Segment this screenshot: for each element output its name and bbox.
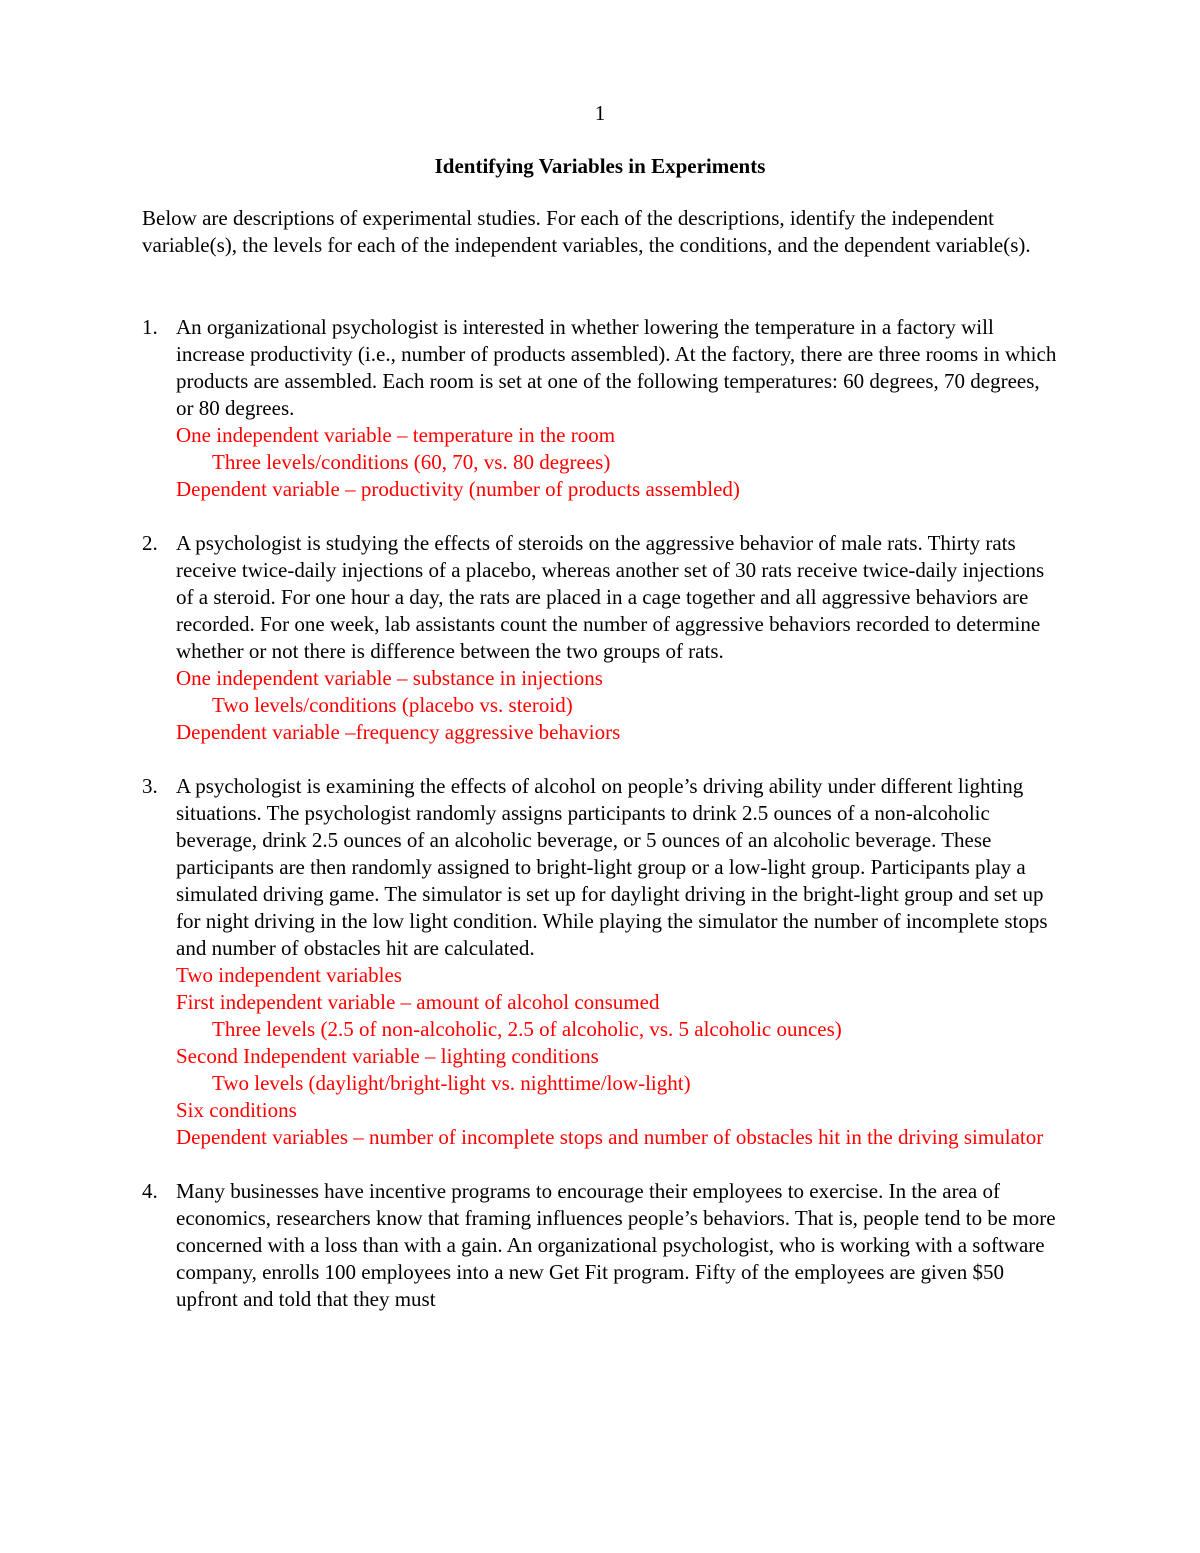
answer-line: Dependent variable – productivity (number of products assembled)	[176, 477, 740, 501]
answer-line: Six conditions	[176, 1098, 297, 1122]
answer-line: Three levels/conditions (60, 70, vs. 80 degrees)	[212, 450, 611, 474]
question-item-4	[142, 1178, 1062, 1313]
intro-paragraph: Below are descriptions of experimental studies. For each of the descriptions, identify the independent variable(s), the levels for each of the independent variables, the conditions, and the dependent variable(s).	[142, 206, 1031, 257]
question-item-2	[142, 530, 1062, 746]
answer-line: Two independent variables	[176, 963, 402, 987]
question-text: Many businesses have incentive programs to encourage their employees to exercise. In the area of economics, researchers know that framing influences people’s behaviors. That is, people tend to be more concerned with a loss than with a gain. An organizational psychologist, who is working with a software company, enrolls 100 employees into a new Get Fit program. Fifty of the employees are given $50 upfront and told that they must	[176, 1179, 1056, 1311]
question-text: An organizational psychologist is interested in whether lowering the temperature in a factory will increase productivity (i.e., number of products assembled). At the factory, there are three rooms in which products are assembled. Each room is set at one of the following temperatures: 60 degrees, 70 degrees, or 80 degrees.	[176, 315, 1057, 420]
question-text: A psychologist is studying the effects of steroids on the aggressive behavior of male rats. Thirty rats receive twice-daily injections of a placebo, whereas another set of 30 rats receive twice-daily injections of a steroid. For one hour a day, the rats are placed in a cage together and all aggressive behaviors are recorded. For one week, lab assistants count the number of aggressive behaviors recorded to determine whether or not there is difference between the two groups of rats.	[176, 531, 1045, 663]
question-item-1	[142, 314, 1062, 503]
answer-line: One independent variable – temperature in the room	[176, 423, 616, 447]
question-item-3	[142, 773, 1062, 1151]
answer-line: First independent variable – amount of alcohol consumed	[176, 990, 660, 1014]
answer-line: Dependent variables – number of incomplete stops and number of obstacles hit in the driving simulator	[176, 1125, 1044, 1149]
question-number: 1.	[142, 315, 158, 339]
answer-line: Three levels (2.5 of non-alcoholic, 2.5 of alcoholic, vs. 5 alcoholic ounces)	[212, 1017, 842, 1041]
question-number: 3.	[142, 774, 158, 798]
answer-line: Two levels (daylight/bright-light vs. nighttime/low-light)	[212, 1071, 691, 1095]
answer-line: Two levels/conditions (placebo vs. steroid)	[212, 693, 573, 717]
page-title: Identifying Variables in Experiments	[434, 154, 766, 178]
question-text: A psychologist is examining the effects of alcohol on people’s driving ability under different lighting situations. The psychologist randomly assigns participants to drink 2.5 ounces of a non-alcoholic beverage, drink 2.5 ounces of an alcoholic beverage, or 5 ounces of an alcoholic beverage. These participants are then randomly assigned to bright-light group or a low-light group. Participants play a simulated driving game. The simulator is set up for daylight driving in the bright-light group and set up for night driving in the low light condition. While playing the simulator the number of incomplete stops and number of obstacles hit are calculated.	[176, 774, 1048, 960]
question-number: 4.	[142, 1179, 158, 1203]
answer-line: Dependent variable –frequency aggressive behaviors	[176, 720, 621, 744]
question-list	[142, 314, 1062, 1340]
question-number: 2.	[142, 531, 158, 555]
answer-line: One independent variable – substance in injections	[176, 666, 603, 690]
answer-line: Second Independent variable – lighting conditions	[176, 1044, 599, 1068]
page-number: 1	[594, 101, 606, 125]
